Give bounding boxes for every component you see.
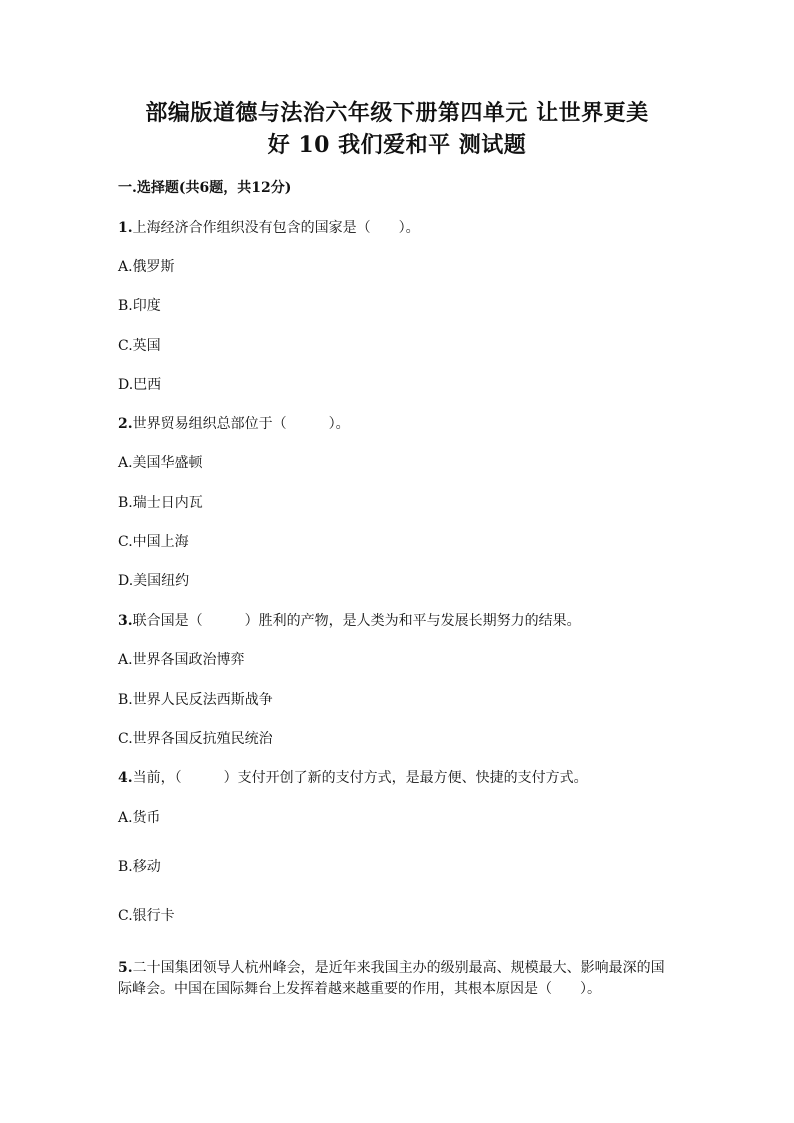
question-number: 3. [118, 613, 133, 629]
question-text: 当前，（ ）支付开创了新的支付方式，是最方便、快捷的支付方式。 [132, 770, 588, 786]
question-text: 上海经济合作组织没有包含的国家是（ ）。 [132, 220, 420, 236]
question-2-option-d: D.美国纽约 [118, 573, 190, 589]
question-text: 世界贸易组织总部位于（ ）。 [132, 416, 350, 432]
question-2 [118, 414, 678, 434]
document-title-line-2: 好 10 我们爱和平 测试题 [267, 132, 527, 158]
question-1-option-b: B.印度 [118, 298, 161, 314]
question-3-option-a: A.世界各国政治博弈 [118, 652, 245, 668]
question-4-option-b: B.移动 [118, 859, 161, 875]
question-text: 二十国集团领导人杭州峰会，是近年来我国主办的级别最高、规模最大、影响最深的国际峰会。中国在国际舞台上发挥着越来越重要的作用，其根本原因是（ ）。 [118, 960, 665, 997]
question-3 [118, 611, 678, 631]
question-1 [118, 218, 678, 238]
question-4 [118, 768, 678, 788]
question-4-option-c: C.银行卡 [118, 908, 175, 924]
document-title-line-1: 部编版道德与法治六年级下册第四单元 让世界更美 [145, 100, 649, 126]
question-number: 5. [118, 960, 133, 976]
section-heading: 一.选择题(共6题，共12分) [118, 180, 292, 196]
question-2-option-b: B.瑞士日内瓦 [118, 495, 203, 511]
question-1-option-c: C.英国 [118, 338, 161, 354]
question-text: 联合国是（ ）胜利的产物，是人类为和平与发展长期努力的结果。 [132, 613, 581, 629]
question-number: 2. [118, 416, 133, 432]
question-3-option-c: C.世界各国反抗殖民统治 [118, 731, 273, 747]
question-4-option-a: A.货币 [118, 810, 161, 826]
question-number: 4. [118, 770, 133, 786]
question-1-option-d: D.巴西 [118, 377, 162, 393]
question-2-option-a: A.美国华盛顿 [118, 455, 203, 471]
question-number: 1. [118, 220, 133, 236]
question-5 [118, 958, 678, 1000]
question-2-option-c: C.中国上海 [118, 534, 189, 550]
question-1-option-a: A.俄罗斯 [118, 259, 175, 275]
question-3-option-b: B.世界人民反法西斯战争 [118, 692, 273, 708]
